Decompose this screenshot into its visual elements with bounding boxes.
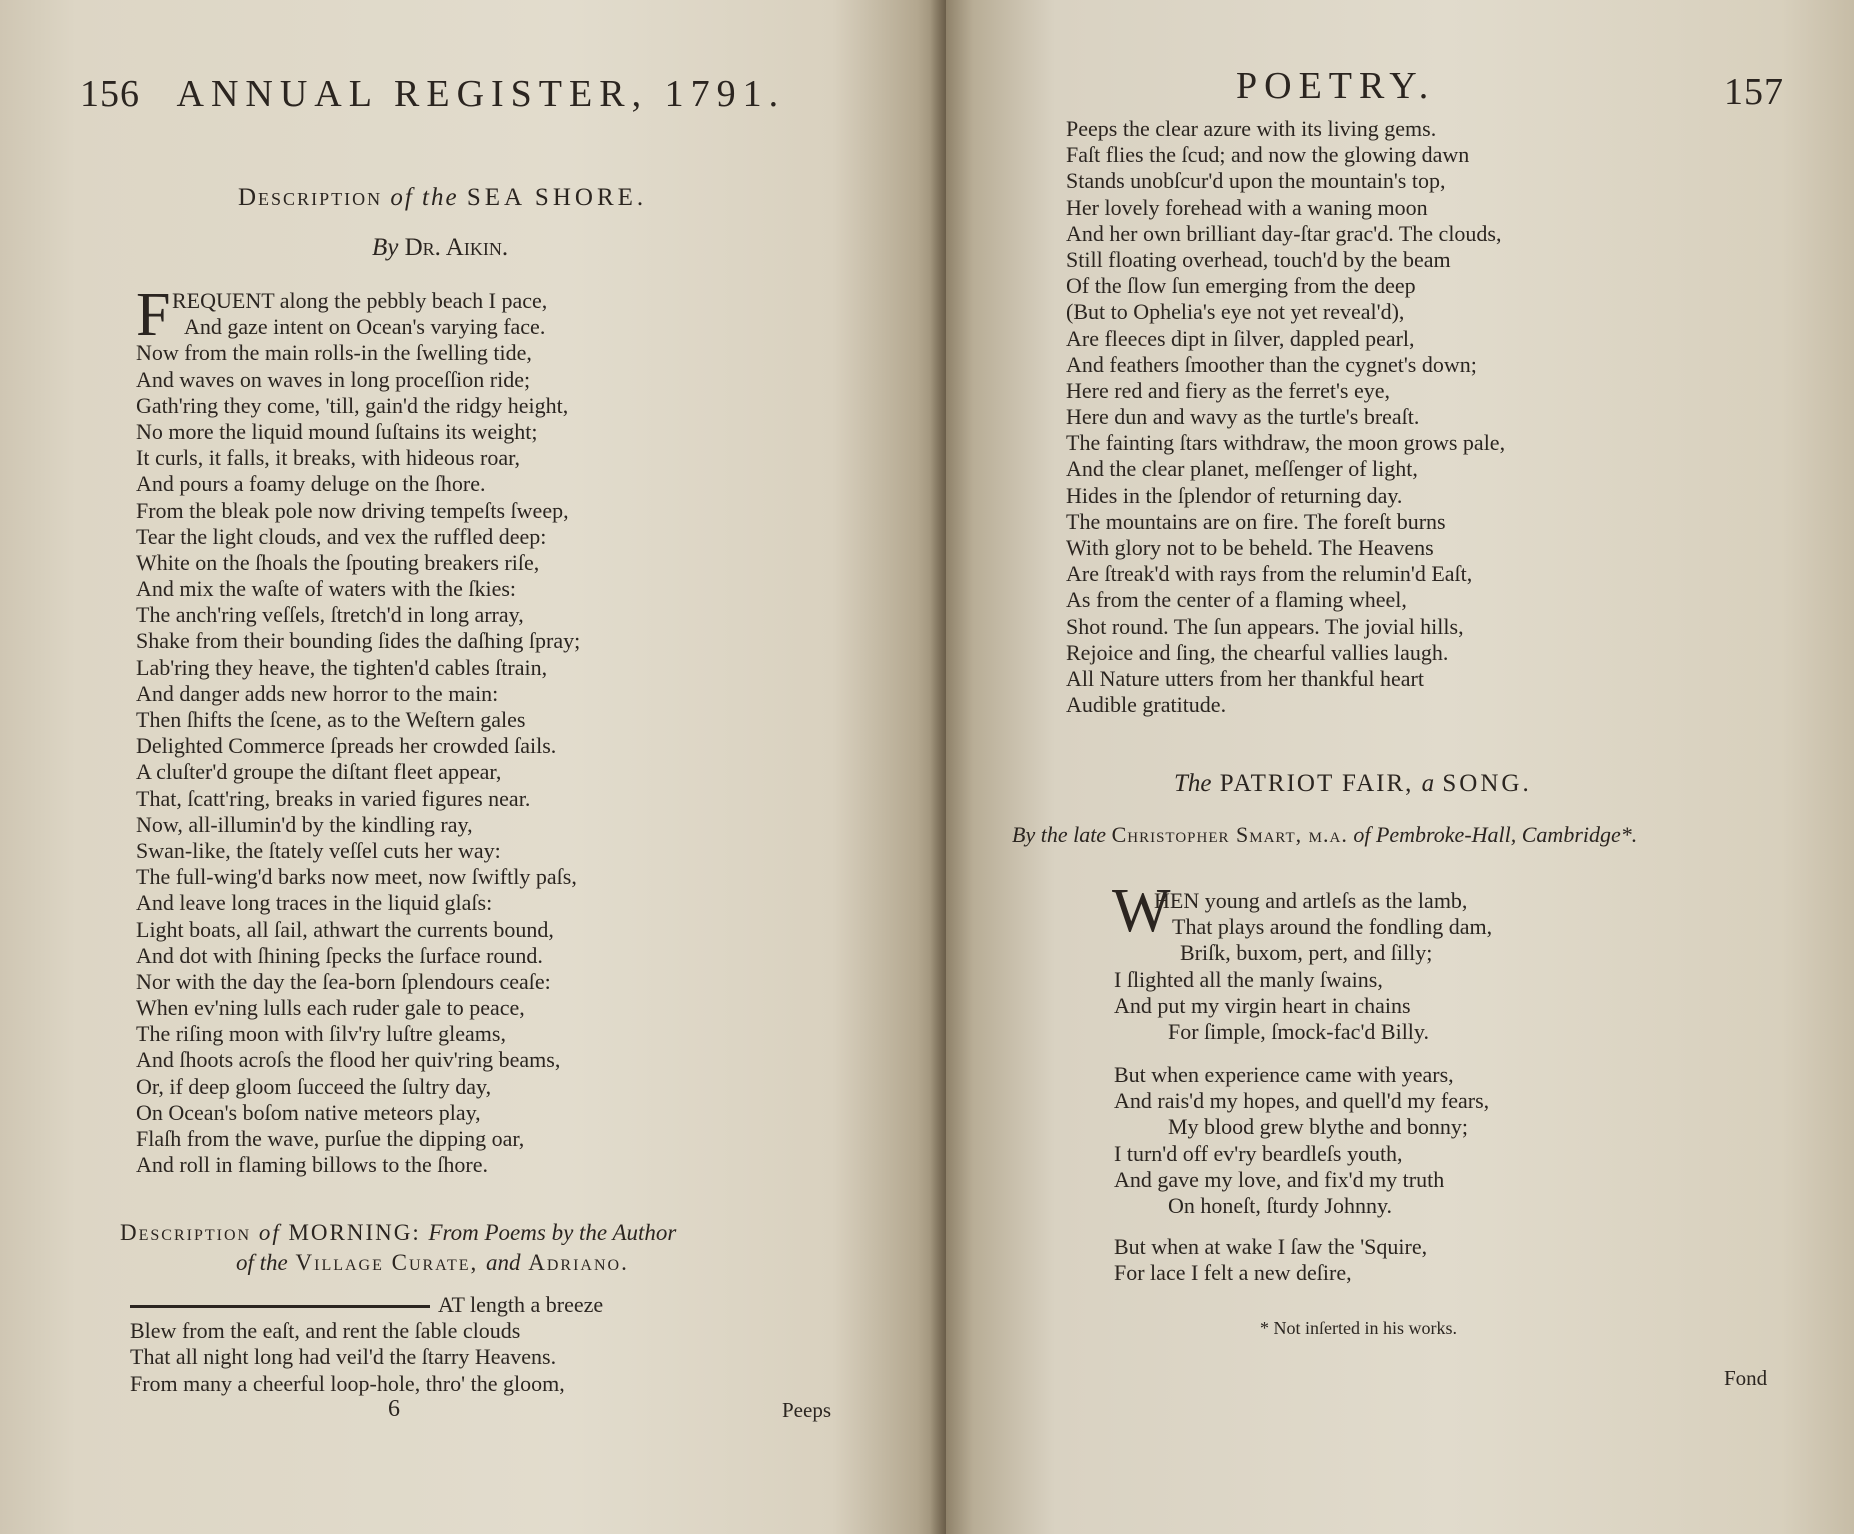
- poem-line: Shake from their bounding ſides the daſhing ſpray;: [136, 628, 581, 654]
- poem-line: And put my virgin heart in chains: [1114, 992, 1411, 1018]
- poem-line: I turn'd off ev'ry beardleſs youth,: [1114, 1140, 1403, 1166]
- poem2-title-of-the: of the: [236, 1250, 288, 1275]
- poem-line: Nor with the day the ſea-born ſplendours ceaſe:: [136, 968, 551, 994]
- poem-line: Of the ſlow ſun emerging from the deep: [1066, 273, 1416, 299]
- poem-line: But when at wake I ſaw the 'Squire,: [1114, 1234, 1428, 1259]
- poem1-byline-author: Dr. Aikin.: [404, 234, 509, 261]
- poem-line: That all night long had veil'd the ſtarry Heavens.: [130, 1344, 557, 1370]
- poem3-stanza3: [1114, 1234, 1427, 1286]
- poem-line: And rais'd my hopes, and quell'd my fears,: [1114, 1088, 1490, 1114]
- poem-line: Swan-like, the ſtately veſſel cuts her way:: [136, 837, 501, 863]
- left-catchword: Peeps: [782, 1398, 831, 1422]
- left-page-number: 156: [80, 73, 140, 115]
- signature-mark: 6: [388, 1396, 400, 1422]
- poem2-title-line2: [236, 1250, 629, 1276]
- poem-line: On honeſt, ſturdy Johnny.: [1168, 1192, 1393, 1218]
- poem-line: Lab'ring they heave, the tighten'd cables ſtrain,: [136, 654, 548, 680]
- right-running-head: POETRY.: [1236, 65, 1436, 107]
- poem3-title-the: The: [1174, 770, 1212, 797]
- poem-line: Then ſhifts the ſcene, as to the Weſtern gales: [136, 707, 526, 732]
- poem-line: HEN young and artleſs as the lamb,: [1154, 888, 1468, 913]
- poem-line: That plays around the fondling dam,: [1172, 914, 1493, 940]
- footnote: * Not inſerted in his works.: [1260, 1318, 1457, 1338]
- poem2-first-line-text: AT length a breeze: [438, 1292, 604, 1317]
- poem-line: Are ſtreak'd with rays from the relumin'd Eaſt,: [1066, 561, 1473, 587]
- poem-line: Or, if deep gloom ſucceed the ſultry day,: [136, 1073, 492, 1099]
- poem2-title-of: of: [258, 1220, 281, 1245]
- poem-line: And feathers ſmoother than the cygnet's down;: [1066, 351, 1477, 377]
- poem1-lines: [136, 288, 580, 1178]
- poem-line: Flaſh from the wave, purſue the dipping oar,: [136, 1126, 525, 1151]
- poem3-byline: [1012, 822, 1637, 848]
- poem-line: From many a cheerful loop-hole, thro' the gloom,: [130, 1370, 565, 1396]
- poem3-byline-author: Christopher Smart, m.a.: [1111, 822, 1348, 847]
- poem1-title: [238, 184, 647, 212]
- poem-line: The riſing moon with ſilv'ry luſtre gleams,: [136, 1021, 506, 1047]
- poem-line: It curls, it falls, it breaks, with hideous roar,: [136, 445, 521, 471]
- poem-line: That, ſcatt'ring, breaks in varied figures near.: [136, 785, 531, 811]
- poem-line: (But to Ophelia's eye not yet reveal'd),: [1066, 299, 1405, 325]
- poem-line: Shot round. The ſun appears. The jovial hills,: [1066, 613, 1464, 639]
- poem-line: Stands unobſcur'd upon the mountain's top,: [1066, 168, 1446, 194]
- left-running-head: ANNUAL REGISTER, 1791.: [176, 73, 786, 115]
- poem-line: Peeps the clear azure with its living gems.: [1066, 116, 1437, 141]
- right-catchword: Fond: [1724, 1366, 1768, 1390]
- poem-line: My blood grew blythe and bonny;: [1168, 1114, 1469, 1140]
- poem2-title-main: MORNING:: [288, 1220, 421, 1245]
- poem-line: I ſlighted all the manly ſwains,: [1114, 966, 1383, 992]
- poem-line: All Nature utters from her thankful heart: [1066, 665, 1424, 691]
- poem-line: No more the liquid mound ſuſtains its weight;: [136, 418, 538, 444]
- poem3-stanza2: [1114, 1062, 1489, 1219]
- poem2-title-source: From Poems by the Author: [428, 1220, 677, 1245]
- poem-line: Delighted Commerce ſpreads her crowded ſails.: [136, 733, 557, 759]
- poem2-title-and: and: [486, 1250, 521, 1275]
- poem-line: Now from the main rolls-in the ſwelling tide,: [136, 340, 532, 366]
- poem2-lines-right: [1066, 116, 1505, 718]
- poem-line: Here red and fiery as the ferret's eye,: [1066, 377, 1391, 403]
- poem-line: And waves on waves in long proceſſion ride;: [136, 366, 531, 392]
- poem3-title-a: a: [1421, 770, 1435, 797]
- poem-line: For lace I felt a new deſire,: [1114, 1260, 1352, 1286]
- poem-line: The fainting ſtars withdraw, the moon grows pale,: [1066, 430, 1506, 456]
- poem2-title-line1: [120, 1220, 676, 1246]
- poem-line: And roll in flaming billows to the ſhore.: [136, 1152, 488, 1178]
- poem-line: For ſimple, ſmock-fac'd Billy.: [1168, 1018, 1429, 1044]
- poem1-title-word-description: Description: [238, 184, 383, 211]
- poem3-drop-cap: W: [1112, 877, 1171, 945]
- poem-line: Here dun and wavy as the turtle's breaſt.: [1066, 404, 1420, 430]
- poem-line: Rejoice and ſing, the chearful vallies laugh.: [1066, 639, 1449, 665]
- poem-line: With glory not to be beheld. The Heavens: [1066, 535, 1434, 560]
- right-page: [946, 0, 1854, 1534]
- poem3-title-patriot-fair: PATRIOT FAIR,: [1219, 770, 1414, 797]
- poem-line: And dot with ſhining ſpecks the ſurface round.: [136, 942, 543, 968]
- poem2-title-adriano: Adriano.: [528, 1250, 629, 1275]
- left-running-header: [80, 72, 785, 116]
- poem-line: Still floating overhead, touch'd by the beam: [1066, 246, 1451, 272]
- poem-line: Hides in the ſplendor of returning day.: [1066, 482, 1403, 508]
- poem3-byline-by-the-late: By the late: [1012, 822, 1107, 847]
- poem-line: Tear the light clouds, and vex the ruffled deep:: [136, 523, 547, 549]
- poem-line: And mix the waſte of waters with the ſkies:: [136, 576, 517, 602]
- poem-line: Her lovely forehead with a waning moon: [1066, 194, 1428, 220]
- poem-line: Now, all-illumin'd by the kindling ray,: [136, 811, 473, 837]
- poem1-title-of-the: of the: [390, 184, 459, 211]
- poem-line: And pours a foamy deluge on the ſhore.: [136, 471, 486, 497]
- poem1-title-main: SEA SHORE.: [466, 184, 648, 211]
- poem-line: And leave long traces in the liquid glaſs:: [136, 890, 493, 916]
- poem-line: The mountains are on fire. The foreſt burns: [1066, 508, 1446, 534]
- poem2-title-village-curate: Village Curate,: [295, 1250, 479, 1275]
- poem2-lines-left: [130, 1292, 603, 1397]
- poem1-drop-cap: F: [136, 281, 171, 349]
- poem-line: From the bleak pole now driving tempeſts ſweep,: [136, 497, 569, 523]
- poem3-title: [1174, 770, 1532, 798]
- poem-line: And the clear planet, meſſenger of light,: [1066, 456, 1418, 482]
- poem-line: REQUENT along the pebbly beach I pace,: [172, 288, 548, 313]
- poem-line: And danger adds new horror to the main:: [136, 680, 499, 706]
- poem3-stanza1: [1114, 888, 1492, 1045]
- right-page-number: 157: [1724, 71, 1784, 113]
- poem1-byline: [372, 234, 508, 262]
- poem-line: Are fleeces dipt in ſilver, dappled pearl,: [1066, 325, 1415, 351]
- poem-line: Light boats, all ſail, athwart the currents bound,: [136, 916, 554, 942]
- poem3-title-song: SONG.: [1442, 770, 1532, 797]
- poem2-title-description: Description: [120, 1220, 252, 1245]
- poem-line: A cluſter'd groupe the diſtant fleet appear,: [136, 759, 502, 785]
- opening-dash-rule: [130, 1305, 430, 1308]
- poem-line: And ſhoots acroſs the flood her quiv'ring beams,: [136, 1047, 561, 1073]
- poem-line: On Ocean's boſom native meteors play,: [136, 1099, 481, 1125]
- poem-line: And gave my love, and fix'd my truth: [1114, 1166, 1445, 1192]
- poem-line: Gath'ring they come, 'till, gain'd the ridgy height,: [136, 392, 569, 418]
- poem1-byline-by: By: [372, 234, 399, 261]
- poem-line: And gaze intent on Ocean's varying face.: [184, 314, 546, 340]
- poem-line: Faſt flies the ſcud; and now the glowing dawn: [1066, 142, 1470, 168]
- poem-line: Audible gratitude.: [1066, 692, 1227, 718]
- poem-line: As from the center of a flaming wheel,: [1066, 587, 1407, 613]
- poem-line: White on the ſhoals the ſpouting breakers riſe,: [136, 549, 540, 575]
- poem-line: The anch'ring veſſels, ſtretch'd in long array,: [136, 602, 524, 628]
- poem-line: When ev'ning lulls each ruder gale to peace,: [136, 995, 525, 1021]
- poem-line: The full-wing'd barks now meet, now ſwiftly paſs,: [136, 864, 577, 890]
- poem-line: But when experience came with years,: [1114, 1062, 1454, 1087]
- poem-line-first: [130, 1292, 603, 1318]
- poem3-byline-college: of Pembroke-Hall, Cambridge*.: [1353, 822, 1638, 847]
- poem-line: Blew from the eaſt, and rent the ſable clouds: [130, 1318, 521, 1344]
- poem-line: Briſk, buxom, pert, and ſilly;: [1180, 940, 1433, 966]
- poem-line: And her own brilliant day-ſtar grac'd. The clouds,: [1066, 220, 1502, 246]
